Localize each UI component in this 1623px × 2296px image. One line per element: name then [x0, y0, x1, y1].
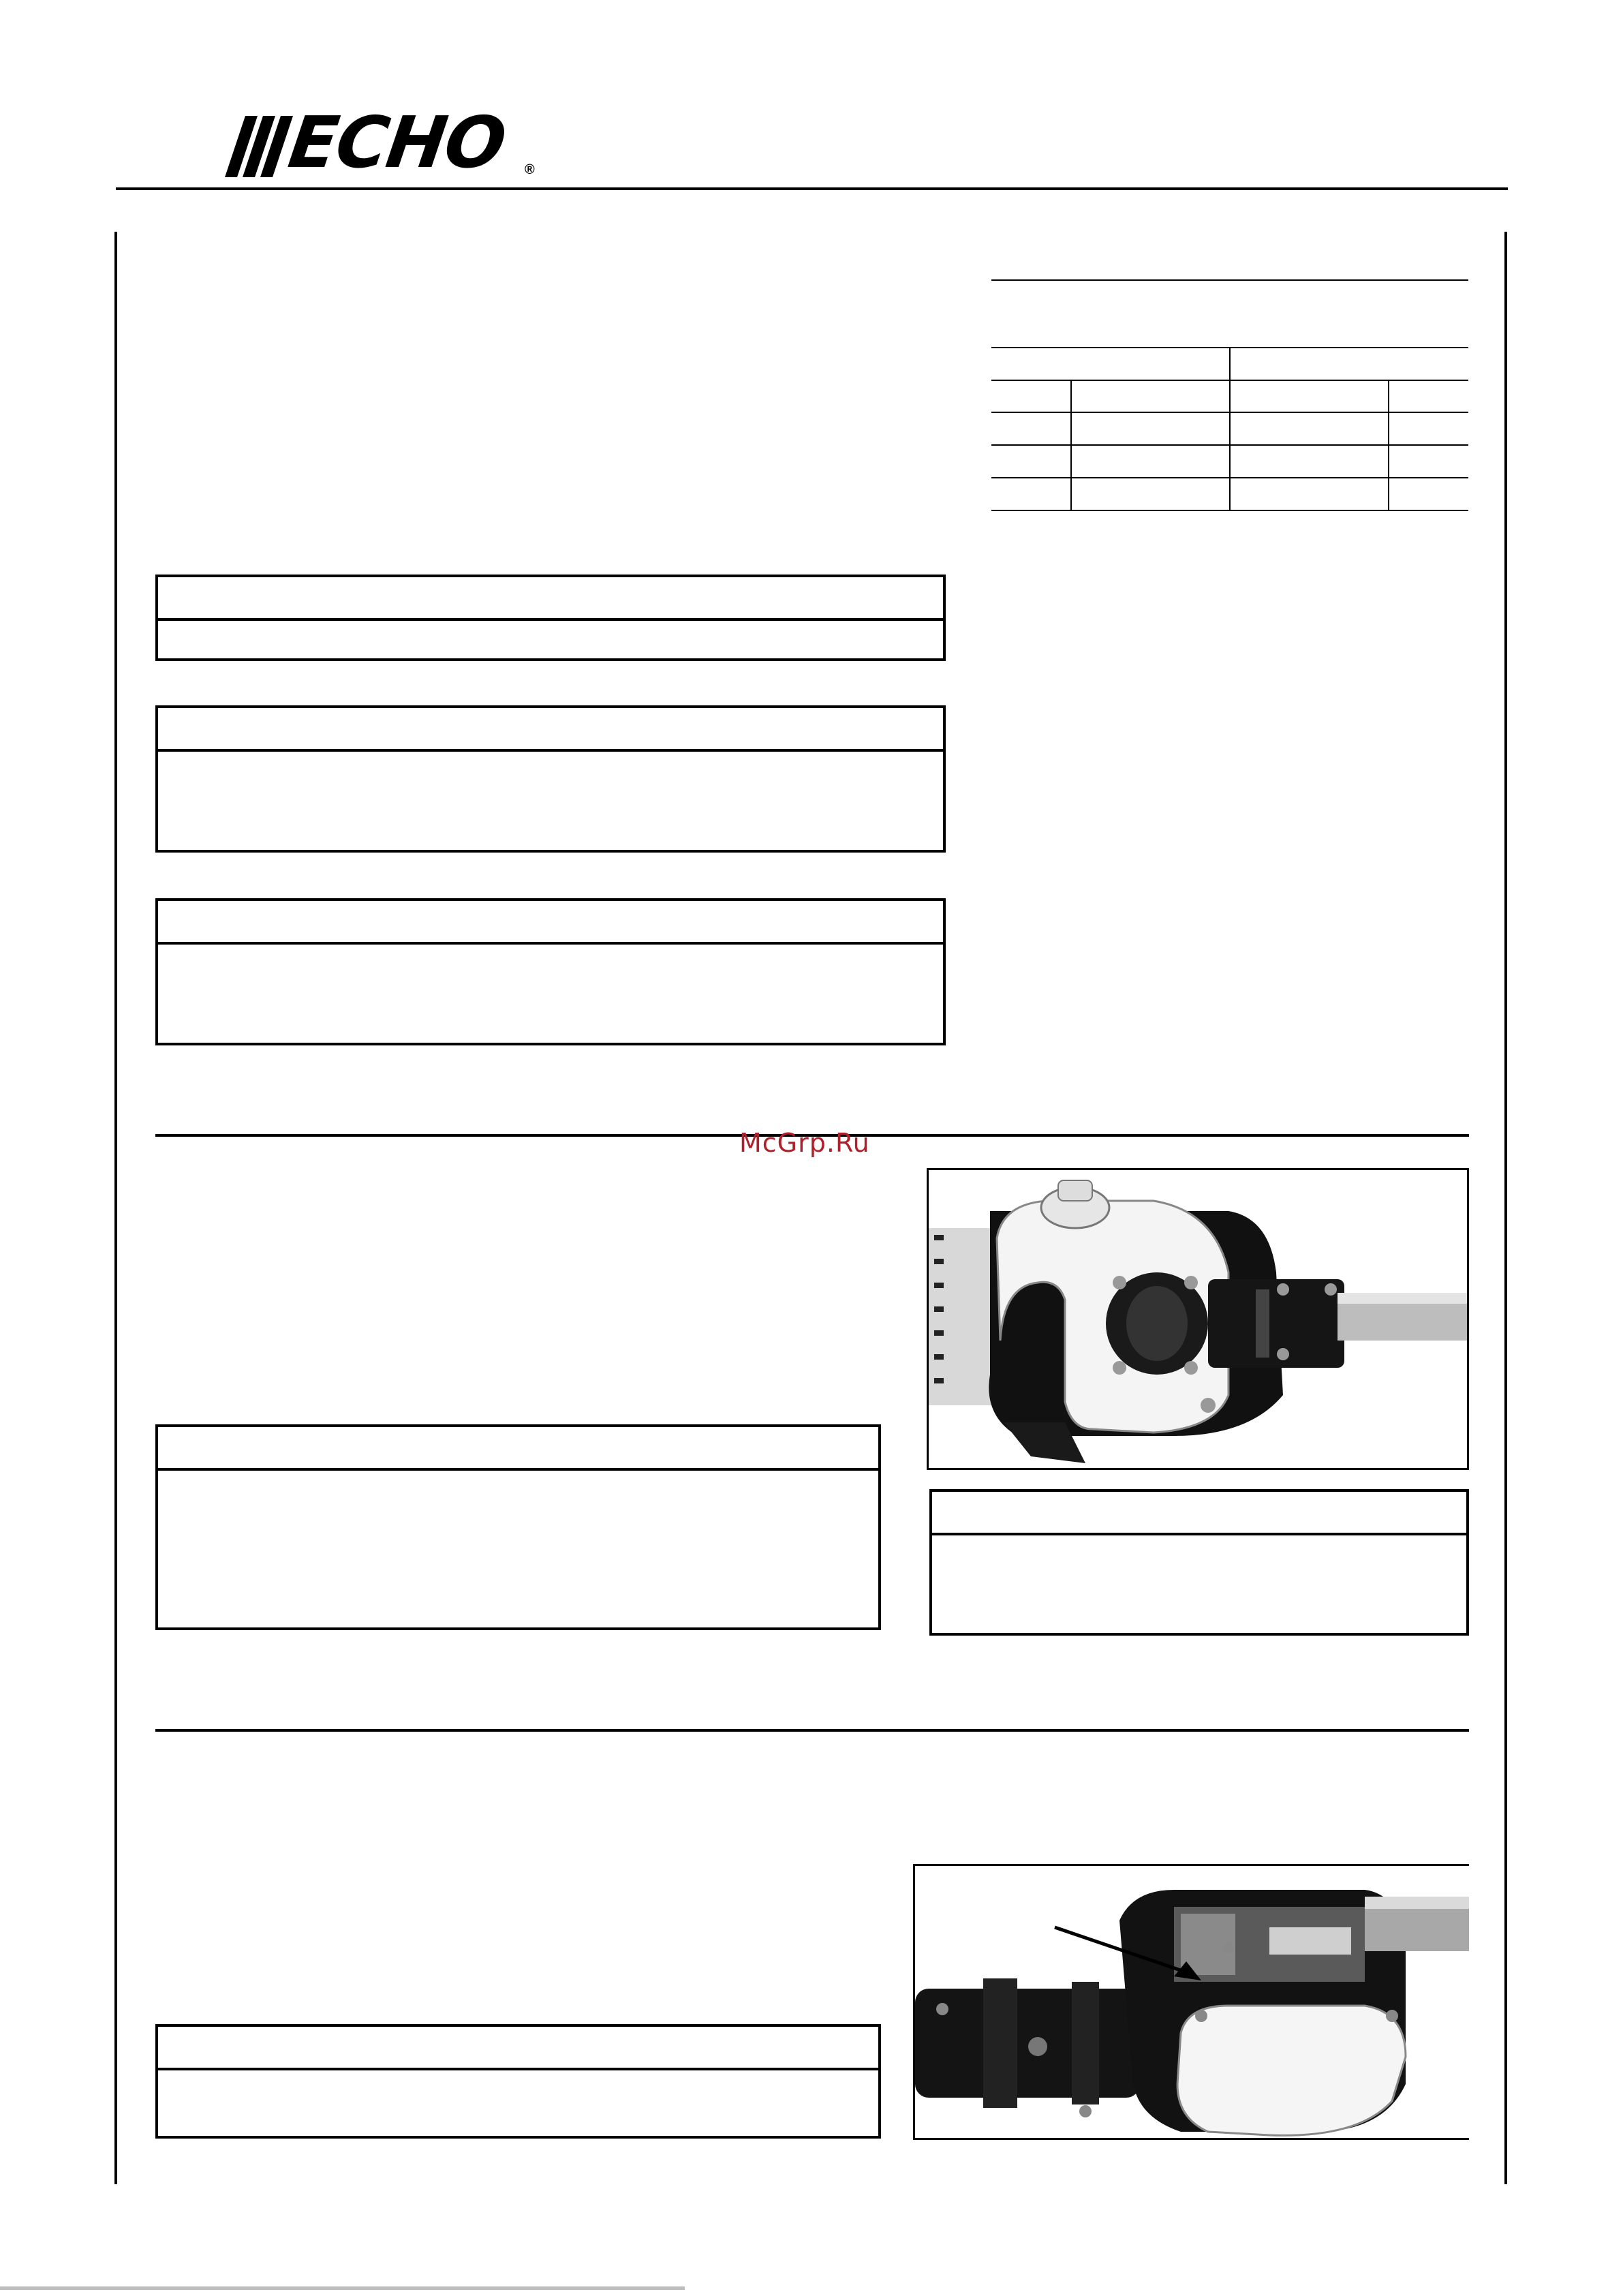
table-cell [1230, 445, 1389, 478]
left-border [114, 232, 117, 2184]
table-cell [991, 380, 1071, 413]
table-cell [991, 412, 1071, 445]
notice-box-3 [155, 898, 946, 1045]
spec-table [991, 279, 1468, 511]
notice-box-header [158, 901, 943, 945]
table-cell [1071, 445, 1230, 478]
table-cell [991, 478, 1071, 510]
pruner-side-photo-icon [915, 1866, 1469, 2140]
watermark: McGrp.Ru [739, 1128, 870, 1158]
logo-text: ECHO [283, 101, 510, 184]
notice-box-1 [155, 575, 946, 661]
pruner-side-photo [913, 1864, 1469, 2140]
notice-box-header [158, 708, 943, 752]
right-border [1504, 232, 1507, 2184]
table-cell [1230, 380, 1389, 413]
table-cell [1230, 478, 1389, 510]
notice-box-5 [929, 1489, 1469, 1636]
notice-box-6 [155, 2024, 881, 2139]
notice-box-2 [155, 705, 946, 853]
spec-table-group-a [991, 348, 1230, 380]
table-cell [1389, 380, 1468, 413]
notice-box-header [932, 1492, 1466, 1535]
table-cell [1071, 380, 1230, 413]
pruner-head-photo [927, 1168, 1469, 1470]
notice-box-header [158, 577, 943, 621]
section-rule-2 [155, 1729, 1469, 1732]
spec-table-group-b [1230, 348, 1468, 380]
pruner-head-photo-icon [929, 1170, 1469, 1470]
table-cell [1071, 412, 1230, 445]
bottom-scan-line [0, 2286, 685, 2290]
registered-mark: ® [525, 162, 535, 177]
table-cell [1389, 445, 1468, 478]
notice-box-header [158, 1427, 878, 1471]
table-cell [991, 445, 1071, 478]
table-cell [1389, 412, 1468, 445]
notice-box-4 [155, 1424, 881, 1630]
table-cell [1389, 478, 1468, 510]
spec-table-title-cell [991, 280, 1468, 348]
echo-logo [225, 101, 545, 184]
header-rule [116, 187, 1508, 190]
table-cell [1230, 412, 1389, 445]
notice-box-header [158, 2027, 878, 2070]
table-cell [1071, 478, 1230, 510]
